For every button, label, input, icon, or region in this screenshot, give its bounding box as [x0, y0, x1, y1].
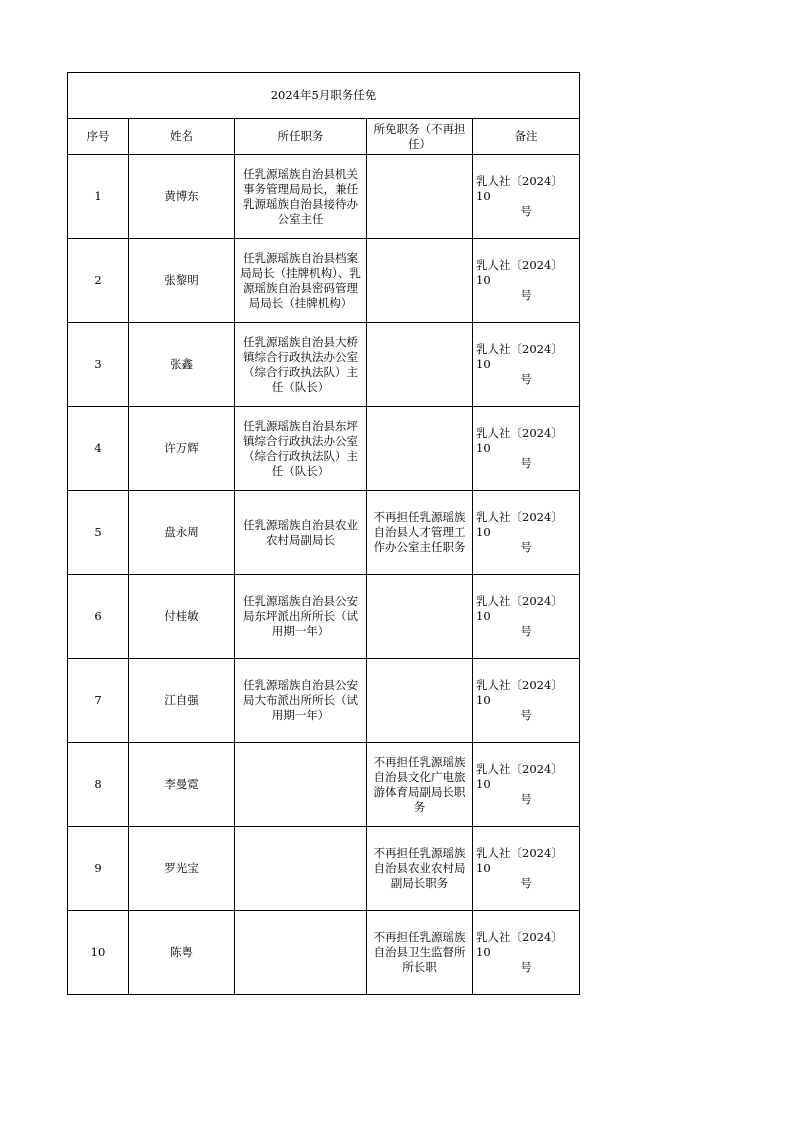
appointed-position: 任乳源瑶族自治县农业农村局副局长	[235, 491, 367, 575]
note-document-suffix: 号	[520, 624, 532, 638]
appointments-table	[67, 72, 580, 995]
row-number: 8	[68, 743, 129, 827]
note-cell	[473, 155, 580, 239]
person-name: 张鑫	[129, 323, 235, 407]
appointed-position: 任乳源瑶族自治县机关事务管理局局长，兼任乳源瑶族自治县接待办公室主任	[235, 155, 367, 239]
table-row	[68, 827, 580, 911]
note-document-suffix: 号	[520, 960, 532, 974]
person-name: 黄博东	[129, 155, 235, 239]
person-name: 盘永周	[129, 491, 235, 575]
note-document-number: 乳人社〔2024〕10	[476, 510, 563, 539]
removed-position	[367, 659, 473, 743]
table-row	[68, 491, 580, 575]
note-document-number: 乳人社〔2024〕10	[476, 594, 563, 623]
removed-position	[367, 239, 473, 323]
table-row	[68, 911, 580, 995]
note-document-number: 乳人社〔2024〕10	[476, 846, 563, 875]
note-document-number: 乳人社〔2024〕10	[476, 174, 563, 203]
appointed-position	[235, 743, 367, 827]
note-document-suffix: 号	[520, 540, 532, 554]
person-name: 江自强	[129, 659, 235, 743]
note-document-suffix: 号	[520, 876, 532, 890]
row-number: 2	[68, 239, 129, 323]
note-document-number: 乳人社〔2024〕10	[476, 342, 563, 371]
appointed-position: 任乳源瑶族自治县档案局局长（挂牌机构）、乳源瑶族自治县密码管理局局长（挂牌机构）	[235, 239, 367, 323]
title-row	[68, 73, 580, 119]
appointed-position: 任乳源瑶族自治县公安局大布派出所所长（试用期一年）	[235, 659, 367, 743]
appointed-position: 任乳源瑶族自治县公安局东坪派出所所长（试用期一年）	[235, 575, 367, 659]
note-document-suffix: 号	[520, 456, 532, 470]
document-title: 2024年5月职务任免	[68, 73, 580, 119]
note-document-number: 乳人社〔2024〕10	[476, 426, 563, 455]
note-cell	[473, 491, 580, 575]
table-row	[68, 407, 580, 491]
note-document-suffix: 号	[520, 372, 532, 386]
row-number: 7	[68, 659, 129, 743]
header-position: 所任职务	[235, 119, 367, 155]
row-number: 10	[68, 911, 129, 995]
person-name: 罗光宝	[129, 827, 235, 911]
note-cell	[473, 911, 580, 995]
note-cell	[473, 323, 580, 407]
removed-position	[367, 575, 473, 659]
note-document-number: 乳人社〔2024〕10	[476, 678, 563, 707]
removed-position	[367, 407, 473, 491]
appointed-position	[235, 911, 367, 995]
note-document-suffix: 号	[520, 204, 532, 218]
header-removed: 所免职务（不再担任）	[367, 119, 473, 155]
removed-position: 不再担任乳源瑶族自治县农业农村局副局长职务	[367, 827, 473, 911]
person-name: 李曼霓	[129, 743, 235, 827]
table-row	[68, 575, 580, 659]
table-row	[68, 155, 580, 239]
note-cell	[473, 743, 580, 827]
removed-position	[367, 323, 473, 407]
person-name: 付桂敏	[129, 575, 235, 659]
note-document-suffix: 号	[520, 708, 532, 722]
header-note: 备注	[473, 119, 580, 155]
row-number: 4	[68, 407, 129, 491]
note-document-number: 乳人社〔2024〕10	[476, 762, 563, 791]
table-row	[68, 323, 580, 407]
note-document-suffix: 号	[520, 288, 532, 302]
person-name: 张黎明	[129, 239, 235, 323]
note-cell	[473, 659, 580, 743]
table-row	[68, 239, 580, 323]
person-name: 许万辉	[129, 407, 235, 491]
note-cell	[473, 575, 580, 659]
appointed-position	[235, 827, 367, 911]
appointed-position: 任乳源瑶族自治县大桥镇综合行政执法办公室（综合行政执法队）主任（队长）	[235, 323, 367, 407]
header-row	[68, 119, 580, 155]
removed-position: 不再担任乳源瑶族自治县人才管理工作办公室主任职务	[367, 491, 473, 575]
removed-position	[367, 155, 473, 239]
header-no: 序号	[68, 119, 129, 155]
removed-position: 不再担任乳源瑶族自治县卫生监督所所长职	[367, 911, 473, 995]
row-number: 9	[68, 827, 129, 911]
table-row	[68, 659, 580, 743]
note-document-number: 乳人社〔2024〕10	[476, 930, 563, 959]
row-number: 3	[68, 323, 129, 407]
row-number: 1	[68, 155, 129, 239]
appointed-position: 任乳源瑶族自治县东坪镇综合行政执法办公室（综合行政执法队）主任（队长）	[235, 407, 367, 491]
header-name: 姓名	[129, 119, 235, 155]
row-number: 5	[68, 491, 129, 575]
removed-position: 不再担任乳源瑶族自治县文化广电旅游体育局副局长职务	[367, 743, 473, 827]
row-number: 6	[68, 575, 129, 659]
note-document-suffix: 号	[520, 792, 532, 806]
person-name: 陈粤	[129, 911, 235, 995]
note-document-number: 乳人社〔2024〕10	[476, 258, 563, 287]
note-cell	[473, 827, 580, 911]
note-cell	[473, 407, 580, 491]
table-row	[68, 743, 580, 827]
note-cell	[473, 239, 580, 323]
